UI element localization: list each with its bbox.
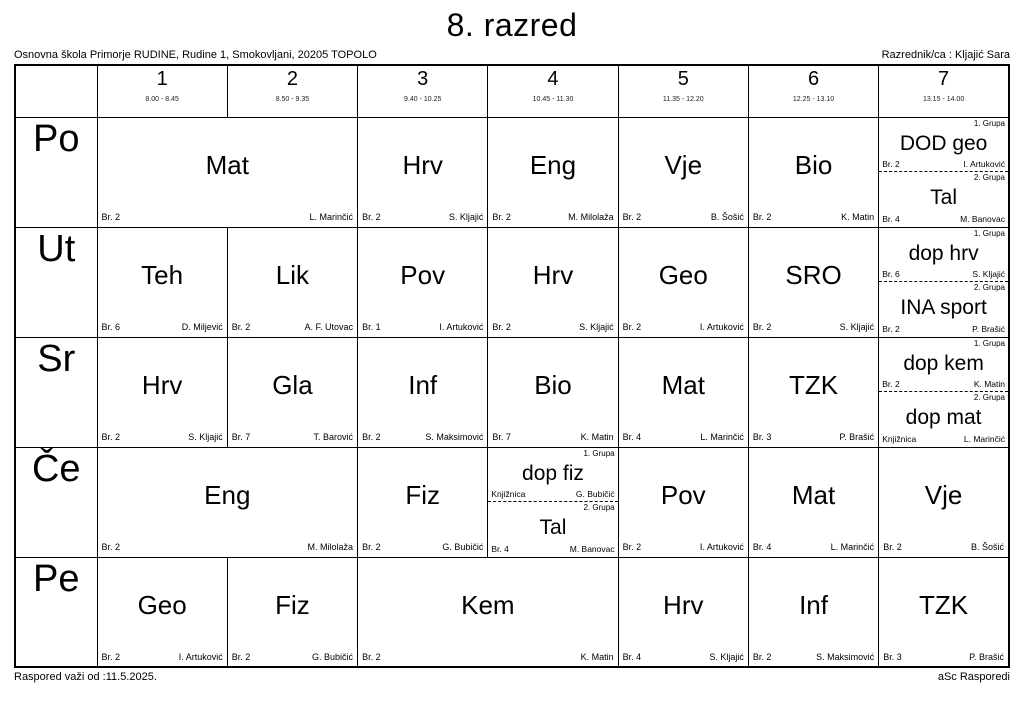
subject-name: Eng (529, 149, 577, 180)
lesson-cell (227, 557, 357, 667)
school-info: Osnovna škola Primorje RUDINE, Rudine 1, Smokovljani, 20205 TOPOLO (14, 49, 377, 61)
period-number: 2 (286, 68, 298, 90)
period-header (97, 65, 227, 117)
lesson-cell (618, 557, 748, 667)
room-label: Br. 1 (362, 321, 381, 332)
lesson-meta (749, 432, 878, 446)
group-block (879, 338, 1008, 393)
room-label: Br. 2 (882, 323, 900, 334)
footer (14, 671, 1010, 683)
period-time: 11.35 - 12.20 (662, 96, 704, 103)
period-time: 9.40 - 10.25 (404, 96, 442, 103)
period-time: 12.25 - 13.10 (792, 96, 835, 103)
subject-name: Mat (791, 479, 836, 510)
subject-name: dop hrv (908, 241, 979, 265)
group-block (879, 282, 1008, 336)
day-label: Po (15, 117, 97, 227)
lesson-content (98, 448, 358, 556)
lesson-meta (488, 489, 617, 501)
room-label: Br. 4 (752, 541, 772, 552)
period-header (748, 65, 878, 117)
day-label: Če (15, 447, 97, 557)
group-label: 2. Grupa (973, 173, 1005, 182)
room-label: Br. 2 (622, 211, 642, 222)
lesson-content (488, 118, 617, 226)
teacher-name: I. Artuković (963, 159, 1005, 169)
period-time: 8.00 - 8.45 (145, 96, 179, 103)
lesson-cell (488, 227, 618, 337)
subject-name: Lik (275, 259, 310, 290)
subject-name: Eng (204, 479, 251, 510)
day-label: Sr (15, 337, 97, 447)
period-header (879, 65, 1009, 117)
period-time: 8.50 - 9.35 (275, 96, 310, 103)
teacher-name: G. Bubičić (312, 651, 354, 662)
lesson-content (619, 338, 748, 446)
day-row (15, 337, 1009, 447)
lesson-content (358, 338, 487, 446)
teacher-name: I. Artuković (178, 651, 223, 662)
teacher-name: K. Matin (973, 379, 1005, 389)
lesson-meta (879, 324, 1008, 336)
subject-name: Gla (272, 369, 313, 400)
subject-name: dop mat (905, 406, 982, 430)
subject-name: dop fiz (522, 461, 584, 485)
teacher-name: A. F. Utovac (304, 321, 354, 332)
room-label: Br. 2 (101, 651, 121, 662)
day-row (15, 447, 1009, 557)
teacher-name: L. Marinčić (309, 211, 354, 222)
room-label: Br. 2 (882, 379, 900, 389)
teacher-name: S. Maksimović (425, 431, 484, 442)
lesson-meta (879, 379, 1008, 391)
teacher-name: B. Šošić (970, 541, 1004, 552)
lesson-cell (488, 337, 618, 447)
room-label: Br. 2 (622, 541, 642, 552)
teacher-name: S. Kljajić (839, 321, 875, 332)
lesson-cell (618, 337, 748, 447)
lesson-cell (618, 117, 748, 227)
lesson-meta (879, 434, 1008, 446)
subject-name: Inf (408, 369, 438, 400)
lesson-meta (358, 212, 487, 226)
teacher-name: S. Kljajić (188, 431, 223, 442)
lesson-meta (358, 542, 487, 556)
teacher-name: P. Brašić (839, 431, 875, 442)
lesson-meta (879, 652, 1008, 666)
subject-name: Teh (141, 259, 184, 290)
period-time: 10.45 - 11.30 (532, 96, 574, 103)
lesson-meta (619, 212, 748, 226)
room-label: Br. 2 (492, 211, 511, 222)
group-block (879, 392, 1008, 446)
day-row (15, 117, 1009, 227)
lesson-content (619, 558, 748, 666)
lesson-cell (618, 227, 748, 337)
lesson-cell (358, 227, 488, 337)
lesson-meta (879, 214, 1008, 226)
teacher-name: S. Kljajić (972, 269, 1005, 279)
period-number: 5 (677, 68, 689, 90)
lesson-content (228, 338, 357, 446)
lesson-cell (358, 337, 488, 447)
room-label: Br. 3 (752, 431, 772, 442)
lesson-content (488, 228, 617, 336)
room-label: Br. 4 (622, 651, 642, 662)
subject-name: Bio (534, 369, 572, 400)
subject-name: INA sport (900, 296, 987, 320)
teacher-name: G. Bubičić (575, 489, 615, 499)
subject-name: Geo (658, 259, 708, 290)
lesson-content (749, 558, 878, 666)
lesson-content (749, 118, 878, 226)
lesson-content (98, 338, 227, 446)
period-header (358, 65, 488, 117)
subject-name: Hrv (402, 149, 443, 180)
lesson-content (358, 558, 618, 666)
lesson-cell (879, 557, 1009, 667)
subject-name: Pov (400, 259, 446, 290)
lesson-content (879, 228, 1008, 336)
lesson-meta (749, 212, 878, 226)
teacher-name: M. Milolaža (307, 541, 354, 552)
lesson-cell (358, 117, 488, 227)
lesson-meta (619, 322, 748, 336)
timetable-grid (14, 64, 1010, 668)
room-label: Br. 2 (101, 431, 121, 442)
lesson-content (749, 338, 878, 446)
page-title: 8. razred (446, 7, 578, 43)
lesson-meta (749, 322, 878, 336)
lesson-cell (748, 227, 878, 337)
teacher-name: L. Marinčić (830, 541, 875, 552)
subject-name: Pov (660, 479, 706, 510)
lesson-meta (98, 652, 227, 666)
teacher-name: K. Matin (841, 211, 875, 222)
lesson-cell (879, 337, 1009, 447)
room-label: Br. 2 (362, 651, 381, 662)
period-number: 1 (156, 68, 168, 90)
room-label: Br. 2 (882, 159, 900, 169)
room-label: Br. 2 (231, 321, 251, 332)
lesson-content (488, 338, 617, 446)
lesson-content (879, 118, 1008, 226)
teacher-name: S. Maksimović (816, 651, 875, 662)
lesson-meta (619, 432, 748, 446)
lesson-content (488, 448, 617, 556)
teacher-name: I. Artuković (439, 321, 484, 332)
lesson-cell (358, 447, 488, 557)
lesson-cell (97, 557, 227, 667)
teacher-name: S. Kljajić (448, 211, 484, 222)
lesson-meta (749, 542, 878, 556)
lesson-meta (228, 432, 357, 446)
subject-name: TZK (788, 369, 839, 400)
lesson-meta (879, 159, 1008, 171)
lesson-meta (488, 544, 617, 556)
period-number: 4 (547, 68, 559, 90)
group-label: 1. Grupa (583, 448, 615, 458)
lesson-content (619, 228, 748, 336)
period-time: 13.15 - 14.00 (922, 96, 965, 103)
teacher-name: K. Matin (580, 431, 614, 442)
lesson-meta (879, 269, 1008, 281)
room-label: Br. 2 (362, 431, 381, 442)
group-label: 2. Grupa (973, 283, 1005, 292)
lesson-meta (228, 322, 357, 336)
teacher-name: M. Banovac (569, 543, 615, 554)
lesson-content (98, 228, 227, 336)
subject-name: Vje (664, 149, 703, 180)
lesson-meta (358, 322, 487, 336)
lesson-meta (749, 652, 878, 666)
subject-name: SRO (785, 259, 842, 290)
room-label: Knjižnica (491, 489, 526, 499)
period-header (227, 65, 357, 117)
valid-from: Raspored važi od :11.5.2025. (14, 671, 157, 683)
class-teacher: Razrednik/ca : Kljajić Sara (881, 49, 1010, 61)
teacher-name: L. Marinčić (963, 433, 1005, 444)
room-label: Br. 2 (492, 321, 511, 332)
subject-name: Vje (924, 479, 963, 510)
lesson-content (879, 338, 1008, 446)
room-label: Br. 2 (101, 541, 121, 552)
day-label: Pe (15, 557, 97, 667)
subject-name: Fiz (405, 479, 441, 510)
lesson-cell (227, 227, 357, 337)
lesson-cell (358, 557, 619, 667)
lesson-content (879, 448, 1008, 556)
room-label: Br. 2 (362, 541, 381, 552)
subject-name: Hrv (532, 259, 574, 290)
group-label: 2. Grupa (973, 393, 1005, 402)
teacher-name: I. Artuković (699, 321, 744, 332)
room-label: Br. 2 (362, 211, 381, 222)
lesson-meta (358, 652, 618, 666)
teacher-name: I. Artuković (699, 541, 744, 552)
teacher-name: D. Miljević (181, 321, 223, 332)
lesson-cell (97, 227, 227, 337)
period-number: 7 (938, 68, 950, 90)
subject-name: Hrv (141, 369, 183, 400)
subject-name: dop kem (903, 351, 984, 375)
subheader (14, 49, 1010, 61)
teacher-name: K. Matin (580, 651, 614, 662)
group-block (879, 118, 1008, 173)
corner-cell (15, 65, 97, 117)
subject-name: Inf (799, 589, 828, 620)
room-label: Br. 4 (491, 543, 509, 554)
teacher-name: T. Barović (313, 431, 354, 442)
lesson-cell (227, 337, 357, 447)
lesson-cell (488, 447, 618, 557)
lesson-cell (97, 337, 227, 447)
room-label: Br. 2 (622, 321, 642, 332)
subject-name: Tal (930, 186, 958, 210)
lesson-meta (619, 652, 748, 666)
day-row (15, 227, 1009, 337)
lesson-meta (228, 652, 357, 666)
period-header (618, 65, 748, 117)
room-label: Br. 6 (101, 321, 121, 332)
group-block (879, 172, 1008, 226)
lesson-cell (748, 447, 878, 557)
lesson-content (228, 558, 357, 666)
teacher-name: S. Kljajić (709, 651, 744, 662)
lesson-content (358, 448, 487, 556)
lesson-content (228, 228, 357, 336)
lesson-cell (618, 447, 748, 557)
room-label: Br. 6 (882, 269, 900, 279)
lesson-content (749, 448, 878, 556)
lesson-content (98, 558, 227, 666)
teacher-name: B. Šošić (710, 211, 744, 222)
subject-name: Fiz (275, 589, 310, 620)
subject-name: Bio (794, 149, 833, 180)
subject-name: Kem (461, 589, 515, 620)
lesson-cell (879, 227, 1009, 337)
lesson-content (879, 558, 1008, 666)
teacher-name: S. Kljajić (579, 321, 614, 332)
group-label: 2. Grupa (583, 503, 615, 512)
room-label: Br. 3 (883, 651, 902, 662)
teacher-name: P. Brašić (972, 323, 1005, 334)
room-label: Br. 2 (752, 211, 772, 222)
lesson-meta (358, 432, 487, 446)
lesson-cell (748, 557, 878, 667)
lesson-content (619, 118, 748, 226)
lesson-meta (488, 322, 617, 336)
group-label: 1. Grupa (973, 228, 1005, 238)
room-label: Knjižnica (882, 433, 917, 444)
app-credit: aSc Rasporedi (937, 671, 1010, 683)
room-label: Br. 7 (492, 431, 511, 442)
lesson-cell (488, 117, 618, 227)
lesson-meta (619, 542, 748, 556)
room-label: Br. 2 (752, 321, 772, 332)
lesson-meta (98, 322, 227, 336)
subject-name: Hrv (663, 589, 704, 620)
room-label: Br. 2 (101, 211, 121, 222)
lesson-meta (98, 212, 358, 226)
teacher-name: G. Bubičić (442, 541, 484, 552)
teacher-name: P. Brašić (969, 651, 1004, 662)
lesson-meta (98, 432, 227, 446)
teacher-name: L. Marinčić (700, 431, 744, 442)
subject-name: TZK (919, 589, 969, 620)
lesson-meta (488, 432, 617, 446)
room-label: Br. 2 (231, 651, 251, 662)
group-label: 1. Grupa (973, 118, 1005, 128)
subject-name: Mat (661, 369, 705, 400)
teacher-name: M. Milolaža (568, 211, 614, 222)
lesson-content (98, 118, 358, 226)
lesson-content (358, 118, 487, 226)
lesson-content (358, 228, 487, 336)
subject-name: Mat (205, 149, 249, 180)
subject-name: Tal (539, 516, 567, 540)
lesson-content (619, 448, 748, 556)
lesson-cell (748, 117, 878, 227)
room-label: Br. 2 (752, 651, 772, 662)
subject-name: Geo (137, 589, 187, 620)
lesson-meta (488, 212, 617, 226)
room-label: Br. 2 (883, 541, 902, 552)
lesson-cell (97, 447, 358, 557)
room-label: Br. 4 (882, 213, 900, 224)
teacher-name: M. Banovac (960, 213, 1005, 224)
room-label: Br. 4 (622, 431, 642, 442)
period-number: 3 (417, 68, 429, 90)
room-label: Br. 7 (231, 431, 251, 442)
group-label: 1. Grupa (973, 338, 1005, 348)
lesson-cell (879, 447, 1009, 557)
day-row (15, 557, 1009, 667)
group-block (488, 502, 617, 556)
period-number: 6 (807, 68, 820, 90)
period-header (488, 65, 618, 117)
lesson-cell (748, 337, 878, 447)
lesson-meta (98, 542, 358, 556)
lesson-meta (879, 542, 1008, 556)
group-block (488, 448, 617, 503)
subject-name: DOD geo (899, 131, 988, 155)
day-label: Ut (15, 227, 97, 337)
lesson-cell (879, 117, 1009, 227)
lesson-content (749, 228, 878, 336)
lesson-cell (97, 117, 358, 227)
period-header-row (15, 65, 1009, 117)
group-block (879, 228, 1008, 283)
